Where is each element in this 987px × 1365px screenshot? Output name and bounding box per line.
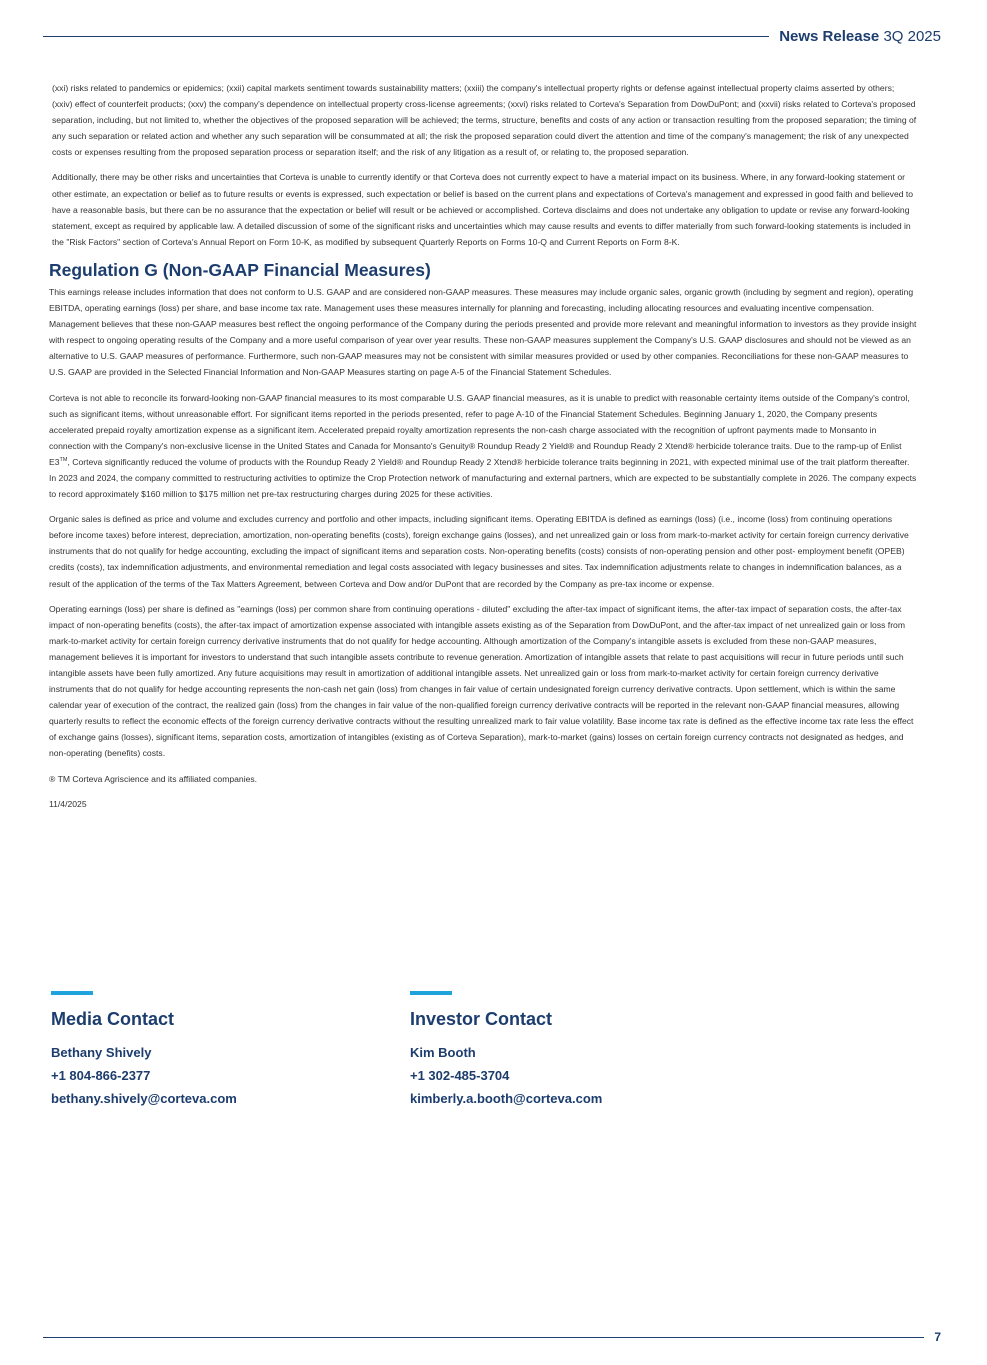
non-gaap-paragraph-1: This earnings release includes information that does not conform to U.S. GAAP and are considered non-GAAP measures. These measures may include organic sales, organic growth (including by segment and region), operating EBITDA, operating earnings (loss) per share, and base income tax rate. Management uses these measures internally for planning and forecasting, including allocating resources and evaluating incentive compensation. Management believes that these non-GAAP measures best reflect the ongoing performance of the Company during the periods presented and provide more relevant and meaningful information to investors as they provide insight with respect to ongoing operating results of the Company and a more useful comparison of year over year results. These non-GAAP measures supplement the Company's U.S. GAAP disclosures and should not be viewed as an alternative to U.S. GAAP measures of performance. Furthermore, such non-GAAP measures may not be consistent with similar measures provided or used by other companies. Reconciliations for these non-GAAP measures to U.S. GAAP are provided in the Selected Financial Information and Non-GAAP Measures starting on page A-5 of the Financial Statement Schedules. [49,286,917,378]
non-gaap-paragraph-2 [49,390,917,503]
media-contact-accent-bar [51,991,93,995]
investor-contact [410,991,769,1110]
footer-rule [43,1337,924,1338]
risk-paragraph-1: (xxi) risks related to pandemics or epidemics; (xxii) capital markets sentiment towards sustainability matters; (xxiii) the company's intellectual property rights or defense against intellectual property claims asserted by others; (xxiv) effect of counterfeit products; (xxv) the company's dependence on intellectual property cross-license agreements; (xxvi) risks related to Corteva's Separation from DowDuPont; and (xxvii) risks related to Corteva's proposed separation, including, but not limited to, whether the objectives of the proposed separation will be achieved; the terms, structure, benefits and costs of any action or transaction resulting from the proposed separation; the timing of any such separation or related action and whether any such separation will be consummated at all; the risk the proposed separation could divert the attention and time of the company's management; the risk of any unexpected costs or expenses resulting from the proposed separation process or separation itself; and the risk of any litigation as a result of, or relating to, the proposed separation. [52,83,917,158]
non-gaap-paragraph-4: Operating earnings (loss) per share is defined as "earnings (loss) per common share from continuing operations - diluted" excluding the after-tax impact of significant items, the after-tax impact of separation costs, the after-tax impact of non-operating benefits (costs), the after-tax impact of amortization expense associated with intangible assets existing as of the Separation from DowDuPont, and the after-tax impact of net unrealized gain or loss from mark-to-market activity for certain foreign currency derivative instruments that do not qualify for hedge accounting. Although amortization of the Company's intangible assets is excluded from these non-GAAP measures, management believes it is important for investors to understand that such intangible assets contribute to revenue generation. Amortization of intangible assets that relate to past acquisitions will recur in future periods until such intangible assets have been fully amortized. Any future acquisitions may result in amortization of additional intangible assets. Net unrealized gain or loss from mark-to-market activity for certain foreign currency derivative instruments that do not qualify for hedge accounting represents the non-cash net gain (loss) from changes in fair value of certain undesignated foreign currency derivative contracts. Upon settlement, which is within the same calendar year of execution of the contract, the realized gain (loss) from the changes in fair value of the non-qualified foreign currency derivative contracts will be reported in the relevant non-GAAP financial measures, allowing quarterly results to reflect the economic effects of the foreign currency derivative contracts without the resulting unrealized mark to fair value volatility. Base income tax rate is defined as the effective income tax rate less the effect of exchange gains (losses), significant items, separation costs, amortization of intangibles (existing as of Corteva Separation), mark-to-market (gains) losses on certain foreign currency contracts not designated as hedges, and non-operating (benefits) costs. [49,603,914,759]
header-title-bold: News Release [779,27,880,45]
trademark-superscript: TM [59,457,68,464]
media-contact-phone: +1 804-866-2377 [51,1068,151,1083]
release-date: 11/4/2025 [49,798,87,809]
page-footer [43,1329,941,1345]
media-contact-email[interactable]: bethany.shively@corteva.com [51,1091,237,1106]
investor-contact-heading: Investor Contact [410,1009,553,1029]
investor-contact-name: Kim Booth [410,1045,476,1060]
non-gaap-paragraph-3: Organic sales is defined as price and volume and excludes currency and portfolio and other impacts, including significant items. Operating EBITDA is defined as earnings (loss) (i.e., income (loss) from continuing operations before income taxes) before interest, depreciation, amortization, non-operating benefits (costs), foreign exchange gains (losses), and net unrealized gain or loss from mark-to-market activity for certain foreign currency derivative instruments that do not qualify for hedge accounting, excluding the impact of significant items and separation costs. Non-operating benefits (costs) consists of non-operating pension and other post- employment benefit (OPEB) credits (costs), tax indemnification adjustments, and environmental remediation and legal costs associated with legacy businesses and sites. Tax indemnification adjustments relate to changes in indemnification balances, as a result of the application of the terms of the Tax Matters Agreement, between Corteva and Dow and/or DuPont that are recorded by the Company as pre-tax income or expense. [49,514,909,589]
trademark-note: ® TM Corteva Agriscience and its affiliated companies. [49,773,258,784]
page-header [43,26,941,46]
header-rule [43,36,769,37]
header-title [779,28,941,45]
media-contact-heading: Media Contact [51,1009,175,1029]
header-title-rest: 3Q 2025 [879,27,941,45]
section-heading-regulation-g: Regulation G (Non-GAAP Financial Measures) [49,259,431,280]
non-gaap-paragraph-2-part1: Corteva is not able to reconcile its forward-looking non-GAAP financial measures to its most comparable U.S. GAAP financial measures, as it is unable to predict with reasonable certainty items outside of the Company's control, such as significant items, without unreasonable effort. For significant items reported in the periods presented, refer to page A-10 of the Financial Statement Schedules. Beginning January 1, 2020, the Company presents accelerated prepaid royalty amortization expense as a significant item. Accelerated prepaid royalty amortization represents the non-cash charge associated with the recognition of upfront payments made to Monsanto in connection with the Company's non-exclusive license in the United States and Canada for Monsanto's Genuity® Roundup Ready 2 Yield® and Roundup Ready 2 Xtend® herbicide tolerance traits. Due to the ramp-up of Enlist E3 [49,392,910,467]
page-number: 7 [934,1330,941,1344]
investor-contact-accent-bar [410,991,452,995]
investor-contact-phone: +1 302-485-3704 [410,1068,510,1083]
investor-contact-email[interactable]: kimberly.a.booth@corteva.com [410,1091,603,1106]
non-gaap-paragraph-2-part2: , Corteva significantly reduced the volume of products with the Roundup Ready 2 Yield® and Roundup Ready 2 Xtend® herbicide tolerance traits beginning in 2021, with expected minimal use of the trait platform thereafter. In 2023 and 2024, the company committed to restructuring activities to optimize the Crop Protection network of manufacturing and external partners, which are expected to be substantially complete in 2026. The company expects to record approximately $160 million to $175 million net pre-tax restructuring charges during 2025 for these activities. [49,456,917,500]
contacts-section [51,991,851,1110]
risk-paragraph-2: Additionally, there may be other risks and uncertainties that Corteva is unable to currently identify or that Corteva does not currently expect to have a material impact on its business. Where, in any forward-looking statement or other estimate, an expectation or belief as to future results or events is expressed, such expectation or belief is based on the current plans and expectations of Corteva's management and expressed in good faith and believed to have a reasonable basis, but there can be no assurance that the expectation or belief will result or be achieved or accomplished. Corteva disclaims and does not undertake any obligation to update or revise any forward-looking statement, except as required by applicable law. A detailed discussion of some of the significant risks and uncertainties which may cause results and events to differ materially from such forward-looking statements is included in the "Risk Factors" section of Corteva's Annual Report on Form 10-K, as modified by subsequent Quarterly Reports on Forms 10-Q and Current Reports on Form 8-K. [52,172,914,247]
media-contact-name: Bethany Shively [51,1045,152,1060]
media-contact [51,991,410,1110]
main-content [49,80,917,821]
